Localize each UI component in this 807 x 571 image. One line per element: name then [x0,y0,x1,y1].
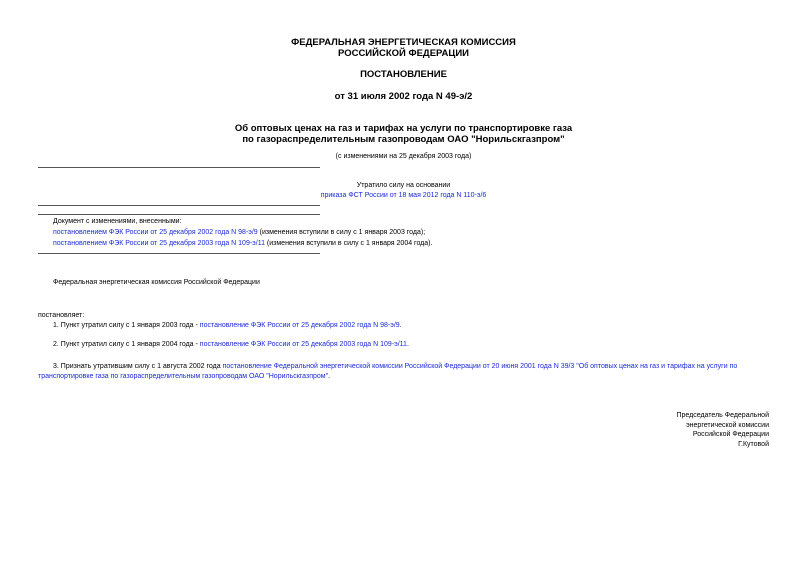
paragraph-3-line1 [53,362,737,371]
document-type: ПОСТАНОВЛЕНИЕ [360,69,447,80]
signature-block [676,411,769,449]
changes-intro: Документ с изменениями, внесенными: [53,218,182,225]
paragraph-2 [53,340,409,349]
amendments-note: (с изменениями на 25 декабря 2003 года) [335,153,472,160]
paragraph-1 [53,321,402,330]
divider [38,253,320,254]
resolves-label: постановляет: [38,312,85,319]
paragraph-2-text: 2. Пункт утратил силу с 1 января 2004 года - [53,341,200,348]
expired-notice: Утратило силу на основании [356,182,451,189]
changes-item-1 [53,228,425,237]
paragraph-1-link[interactable]: постановление ФЭК России от 25 декабря 2002 года N 98-э/9 [199,322,400,329]
paragraph-3-link-line2[interactable]: транспортировке газа по газораспределительным газопроводам ОАО "Норильскгазпром" [38,373,329,380]
signature-name: Г.Кутовой [738,440,769,448]
paragraph-1-end: . [399,322,402,329]
document-title-line1: Об оптовых ценах на газ и тарифах на услуги по транспортировке газа [234,123,573,134]
changes-item-1-note: (изменения вступили в силу с 1 января 2003 года); [257,229,426,236]
document-title-line2: по газораспределительным газопроводам ОАО "Норильскгазпром" [242,134,565,145]
paragraph-3-end: . [328,373,331,380]
document-date-number: от 31 июля 2002 года N 49-э/2 [334,91,473,102]
org-name-line1: ФЕДЕРАЛЬНАЯ ЭНЕРГЕТИЧЕСКАЯ КОМИССИЯ [291,37,516,48]
divider [38,214,320,215]
divider [38,205,320,206]
divider [38,167,320,168]
expired-basis-link[interactable]: приказа ФСТ России от 18 мая 2012 года N 110-э/6 [320,192,487,199]
issuer: Федеральная энергетическая комиссия Российской Федерации [53,279,260,286]
paragraph-3-text: 3. Признать утратившим силу с 1 августа 2002 года [53,363,223,370]
signature-line3: Российской Федерации [692,431,769,438]
signature-line1: Председатель Федеральной [676,412,769,419]
changes-item-2-note: (изменения вступили в силу с 1 января 2004 года). [264,240,433,247]
org-name-line2: РОССИЙСКОЙ ФЕДЕРАЦИИ [337,48,469,59]
paragraph-1-text: 1. Пункт утратил силу с 1 января 2003 года - [53,322,200,329]
changes-item-2 [53,239,432,248]
paragraph-2-link[interactable]: постановление ФЭК России от 25 декабря 2003 года N 109-э/11 [199,341,407,348]
paragraph-3-link-line1[interactable]: постановление Федеральной энергетической комиссии Российской Федерации от 20 июня 2001 года N 39/3 "Об оптовых ценах на газ и тарифах на услуги по [222,363,738,370]
changes-item-2-link[interactable]: постановлением ФЭК России от 25 декабря 2003 года N 109-э/11 [53,240,265,247]
expired-link-wrap [0,191,807,200]
paragraph-2-end: . [406,341,409,348]
signature-line2: энергетической комиссии [686,421,769,429]
paragraph-3-line2 [38,372,330,381]
changes-item-1-link[interactable]: постановлением ФЭК России от 25 декабря 2002 года N 98-э/9 [53,229,258,236]
